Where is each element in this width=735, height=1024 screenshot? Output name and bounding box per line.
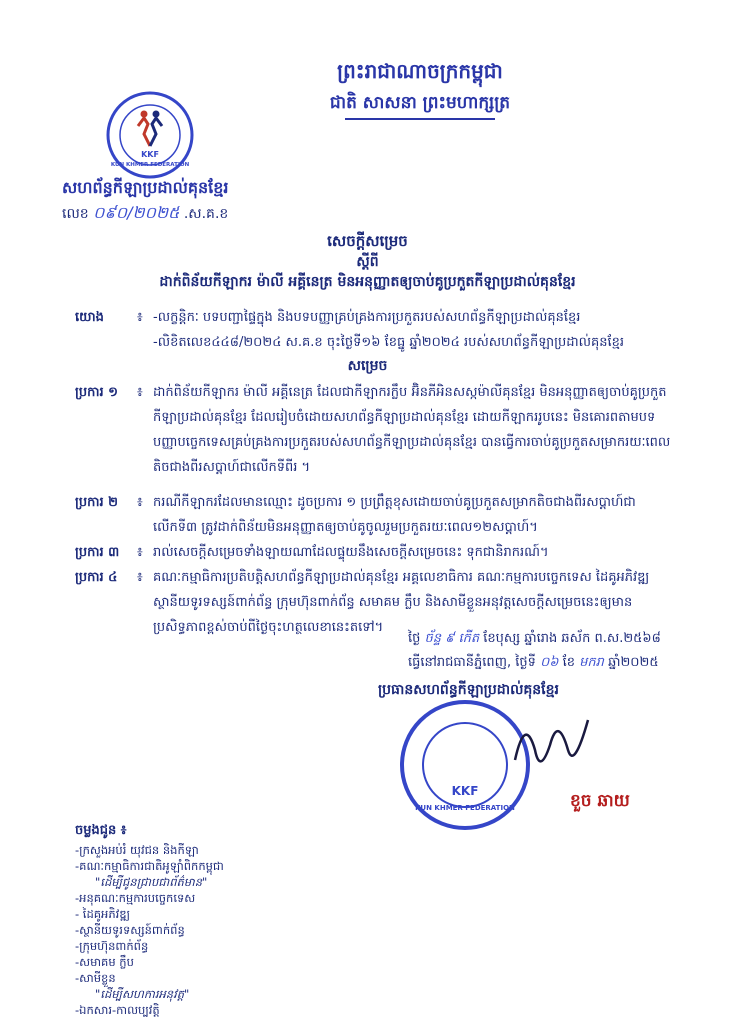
article-text: ករណីកីឡាករដែលមានឈ្មោះ ដូចប្រការ ១ ប្រព្រឹត្តខុសដោយចាប់គូប្រកួតសម្រាកតិចជាងពីរសប្តាហ៍ជាលើកទី៣ ត្រូវដាក់ពិន័យមិនអនុញ្ញាតឲ្យចាប់គូចូលរួមប្រកួតរយៈពេល១២សប្តាហ៍។	[153, 495, 636, 535]
cc-item: "ដើម្បីសហការអនុវត្ត"	[95, 987, 190, 1001]
cc-item: -គណៈកម្មាធិការជាតិអូឡាំពិកកម្ពុជា	[75, 859, 224, 873]
solar-date-month: មករា	[579, 655, 604, 670]
article-3	[75, 540, 675, 565]
article-4	[75, 565, 675, 640]
recitals-label: យោង	[75, 310, 104, 325]
cc-item: -ស្ថានីយទូរទស្សន៍ពាក់ព័ន្ធ	[75, 923, 185, 937]
cc-item: -សមាគម ក្លឹប	[75, 955, 134, 969]
article-colon: ៖	[137, 545, 143, 560]
article-label: ប្រការ ១	[75, 385, 118, 400]
article-text: រាល់សេចក្តីសម្រេចទាំងឡាយណាដែលផ្ទុយនឹងសេចក្តីសម្រេចនេះ ទុកជានិរាករណ៍។	[153, 545, 549, 560]
cc-item: - ដៃគូអភិវឌ្ឍ	[75, 907, 131, 921]
document-subject: ដាក់ពិន័យកីឡាករ ម៉ាលី អគ្គីនេត្រ មិនអនុញ្ញាតឲ្យចាប់គូប្រកួតកីឡាប្រដាល់គុនខ្មែរ	[159, 274, 576, 290]
article-colon: ៖	[137, 570, 143, 585]
cc-item: "ដើម្បីជូនជ្រាបជាព័ត៌មាន"	[95, 875, 208, 889]
article-text: ដាក់ពិន័យកីឡាករ ម៉ាលី អគ្គីនេត្រ ដែលជាកីឡាករក្លឹប អ៊ិនភីអិនសស្កម៉ាលីគុនខ្មែរ មិនអនុញ្ញាតឲ្យចាប់គូប្រកួតកីឡាប្រដាល់គុនខ្មែរ ដែលរៀបចំដោយសហព័ន្ធកីឡាប្រដាល់គុនខ្មែរ ដោយកីឡាកររូបនេះ មិនគោរពតាមបទបញ្ញាបច្ចេកទេសគ្រប់គ្រងការប្រកួតរបស់សហព័ន្ធកីឡាប្រដាល់គុនខ្មែរ បានធ្វើការចាប់គូប្រកួតសម្រាករយៈពេលតិចជាងពីរសប្តាហ៍ជាលើកទីពីរ ។	[153, 385, 671, 475]
decides-heading: សម្រេច	[347, 358, 388, 374]
recital-line: -លិខិតលេខ៤៤៨/២០២៤ ស.គ.ខ ចុះថ្ងៃទី១៦ ខែធ្នូ ឆ្នាំ២០២៤ របស់សហព័ន្ធកីឡាប្រដាល់គុនខ្មែរ	[153, 335, 624, 350]
cc-item: -សាមីខ្លួន	[75, 971, 116, 985]
document-title: សេចក្តីសម្រេច	[327, 232, 408, 250]
signatory-title: ប្រធានសហព័ន្ធកីឡាប្រដាល់គុនខ្មែរ	[378, 682, 559, 698]
recitals	[75, 305, 675, 355]
cc-item: -អនុគណៈកម្មការបច្ចេកទេស	[75, 891, 196, 905]
recitals-text	[153, 305, 675, 355]
handwritten-signature	[505, 700, 595, 790]
lunar-date	[408, 630, 661, 649]
reference-suffix: .ស.គ.ខ	[183, 206, 229, 222]
reference-number	[62, 202, 228, 226]
kingdom-heading: ព្រះរាជាណាចក្រកម្ពុជា	[337, 59, 503, 83]
motto-divider	[345, 118, 495, 120]
cc-item: -ក្រសួងអប់រំ យុវជន និងកីឡា	[75, 843, 199, 857]
solar-date	[408, 654, 659, 673]
federation-name: សហព័ន្ធកីឡាប្រដាល់គុនខ្មែរ	[62, 178, 229, 197]
article-label: ប្រការ ៣	[75, 545, 120, 560]
cc-item: -ឯកសារ-កាលប្បវត្តិ	[75, 1003, 160, 1017]
article-1	[75, 380, 675, 480]
recital-line: -លក្ខន្តិកៈ បទបញ្ជាផ្ទៃក្នុង និងបទបញ្ញាគ្រប់គ្រងការប្រកួតរបស់សហព័ន្ធកីឡាប្រដាល់គុនខ្មែរ	[153, 310, 581, 325]
article-label: ប្រការ ៤	[75, 570, 118, 585]
solar-date-day: ០៦	[540, 655, 559, 670]
cc-list	[75, 842, 224, 1018]
article-label: ប្រការ ២	[75, 495, 118, 510]
lunar-date-suffix: ខែបុស្ស ឆ្នាំរោង ឆស័ក ព.ស.២៥៦៨	[483, 631, 661, 646]
article-2	[75, 490, 675, 540]
cc-heading: ចម្លងជូន ៖	[75, 823, 127, 838]
seal-initials: KKF	[451, 784, 479, 798]
recitals-colon: ៖	[137, 310, 143, 325]
lunar-date-handwritten: ច័ន្ទ ៩ កើត	[424, 631, 480, 646]
lunar-date-prefix: ថ្ងៃ	[408, 631, 421, 646]
reference-label: លេខ	[62, 206, 89, 222]
article-colon: ៖	[137, 495, 143, 510]
signatory-name: ខួច ឆាយ	[570, 791, 630, 811]
federation-logo	[105, 90, 195, 180]
cc-item: -ក្រុមហ៊ុនពាក់ព័ន្ធ	[75, 939, 149, 953]
logo-bottom-text: KUN KHMER FEDERATION	[110, 162, 190, 168]
national-motto: ជាតិ សាសនា ព្រះមហាក្សត្រ	[329, 93, 511, 113]
solar-date-suffix: ឆ្នាំ២០២៥	[608, 655, 659, 670]
solar-date-prefix: ធ្វើនៅរាជធានីភ្នំពេញ, ថ្ងៃទី	[408, 655, 536, 670]
document-about: ស្តីពី	[356, 254, 379, 270]
reference-handwritten: ០៩០/២០២៥	[93, 203, 180, 222]
seal-text: KUN KHMER FEDERATION	[415, 804, 515, 812]
article-colon: ៖	[137, 385, 143, 400]
solar-date-mid: ខែ	[562, 655, 576, 670]
article-text: គណៈកម្មាធិការប្រតិបត្តិសហព័ន្ធកីឡាប្រដាល់គុនខ្មែរ អគ្គលេខាធិការ គណៈកម្មការបច្ចេកទេស ដៃគូអភិវឌ្ឍ ស្ថានីយទូរទស្សន៍ពាក់ព័ន្ធ ក្រុមហ៊ុនពាក់ព័ន្ធ សមាគម ក្លឹប និងសាមីខ្លួនអនុវត្តសេចក្តីសម្រេចនេះឲ្យមានប្រសិទ្ធភាពខ្ពស់ចាប់ពីថ្ងៃចុះហត្ថលេខានេះតទៅ។	[153, 570, 650, 635]
logo-initials: KKF	[141, 150, 159, 159]
